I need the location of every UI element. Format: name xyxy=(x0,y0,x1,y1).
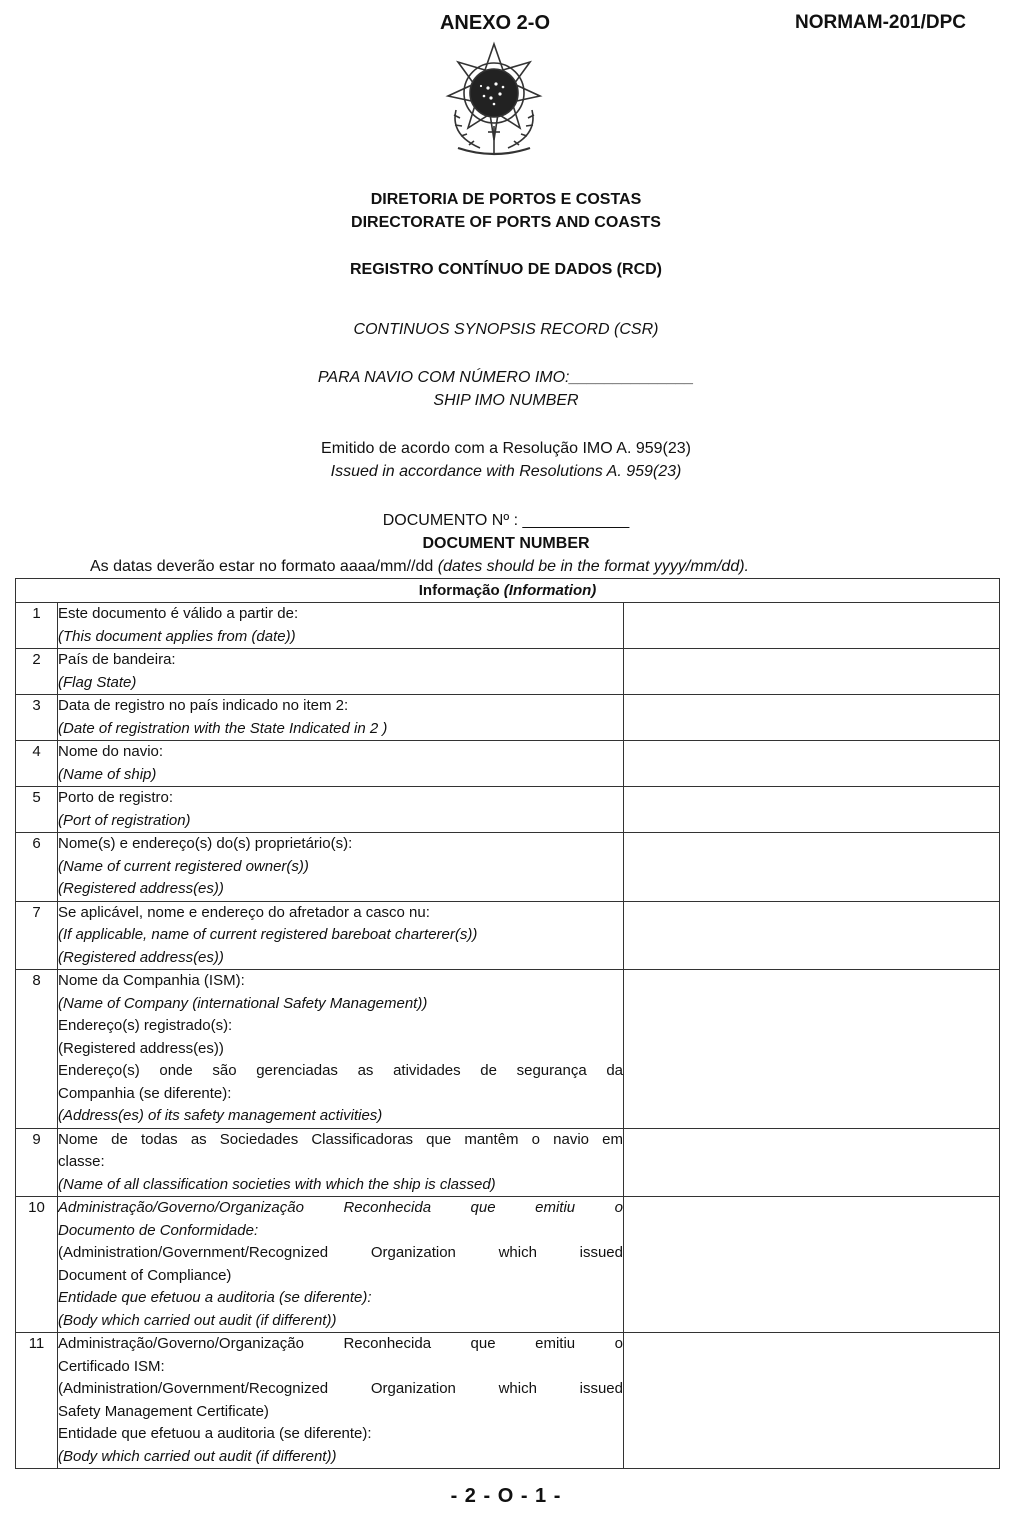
row-value-field[interactable] xyxy=(624,787,1000,833)
row-number: 1 xyxy=(16,603,58,649)
row-value-field[interactable] xyxy=(624,603,1000,649)
date-format-note-en: (dates should be in the format yyyy/mm/dd). xyxy=(437,558,749,575)
row-description xyxy=(58,970,624,1129)
row-description xyxy=(58,649,624,695)
row-description xyxy=(58,1333,624,1469)
row-value-field[interactable] xyxy=(624,649,1000,695)
row-description-line: (Flag State) xyxy=(58,673,137,691)
issued-block xyxy=(0,437,1012,483)
row-description-line: Document of Compliance) xyxy=(58,1266,232,1284)
row-value-field[interactable] xyxy=(624,1197,1000,1333)
row-description-line: Endereço(s) onde são gerenciadas as atividades de segurança da xyxy=(58,1062,623,1079)
row-description-line: (Registered address(es)) xyxy=(58,948,224,966)
table-row xyxy=(16,787,1000,833)
row-description xyxy=(58,603,624,649)
issued-label-pt: Emitido de acordo com a Resolução IMO A. 959(23) xyxy=(321,440,691,457)
document-number-label-en: DOCUMENT NUMBER xyxy=(422,535,590,552)
row-description-line: Entidade que efetuou a auditoria (se diferente): xyxy=(58,1289,372,1306)
row-description xyxy=(58,1197,624,1333)
row-description-line: Administração/Governo/Organização Reconhecida que emitiu o xyxy=(58,1199,623,1216)
row-number: 2 xyxy=(16,649,58,695)
row-description xyxy=(58,787,624,833)
row-number: 5 xyxy=(16,787,58,833)
date-format-note xyxy=(90,556,749,578)
row-description xyxy=(58,833,624,902)
table-row xyxy=(16,1197,1000,1333)
row-description xyxy=(58,901,624,970)
row-number: 4 xyxy=(16,741,58,787)
information-table xyxy=(15,578,1000,1469)
table-row xyxy=(16,1128,1000,1197)
row-description-line: Endereço(s) registrado(s): xyxy=(58,1017,233,1034)
row-description-line: (Name of all classification societies with which the ship is classed) xyxy=(58,1175,496,1193)
imo-number-label-pt: PARA NAVIO COM NÚMERO IMO:______________ xyxy=(317,369,695,386)
row-description-line: (Administration/Government/Recognized Organization which issued xyxy=(58,1380,623,1397)
row-number: 3 xyxy=(16,695,58,741)
row-value-field[interactable] xyxy=(624,901,1000,970)
row-description-line: classe: xyxy=(58,1153,105,1170)
organization-heading xyxy=(0,188,1012,234)
row-description-line: Nome do navio: xyxy=(58,743,164,760)
imo-number-block xyxy=(0,366,1012,412)
annex-title: ANEXO 2-O xyxy=(439,12,551,34)
information-header-pt: Informação xyxy=(418,582,504,599)
row-description-line: (Name of current registered owner(s)) xyxy=(58,857,309,875)
row-description-line: Entidade que efetuou a auditoria (se diferente): xyxy=(58,1425,372,1442)
row-description-line: (Registered address(es)) xyxy=(58,880,224,897)
issued-label-en: Issued in accordance with Resolutions A. 959(23) xyxy=(330,463,682,480)
row-number: 11 xyxy=(16,1333,58,1469)
row-description-line: (Body which carried out audit (if different)) xyxy=(58,1311,337,1329)
row-description-line: País de bandeira: xyxy=(58,651,176,668)
row-description-line: (If applicable, name of current registered bareboat charterer(s)) xyxy=(58,926,478,943)
row-description-line: Safety Management Certificate) xyxy=(58,1402,269,1420)
brazil-coat-of-arms-icon xyxy=(436,40,552,158)
document-title-pt: REGISTRO CONTÍNUO DE DADOS (RCD) xyxy=(350,261,662,278)
row-description-line: (Body which carried out audit (if different)) xyxy=(58,1447,337,1465)
row-number: 7 xyxy=(16,901,58,970)
row-value-field[interactable] xyxy=(624,1333,1000,1469)
row-description-line: Nome da Companhia (ISM): xyxy=(58,972,245,989)
org-line-pt: DIRETORIA DE PORTOS E COSTAS xyxy=(370,191,642,208)
row-description-line: Administração/Governo/Organização Reconhecida que emitiu o xyxy=(58,1335,623,1352)
document-title-en: CONTINUOS SYNOPSIS RECORD (CSR) xyxy=(353,321,659,338)
information-header-en: (Information) xyxy=(503,582,597,599)
row-number: 10 xyxy=(16,1197,58,1333)
page-number: - 2 - O - 1 - xyxy=(450,1485,562,1507)
row-description-line: (This document applies from (date)) xyxy=(58,627,296,645)
row-value-field[interactable] xyxy=(624,741,1000,787)
row-description-line: (Name of ship) xyxy=(58,765,157,783)
row-description-line: (Address(es) of its safety management activities) xyxy=(58,1107,383,1124)
row-description-line: Este documento é válido a partir de: xyxy=(58,605,299,622)
row-value-field[interactable] xyxy=(624,1128,1000,1197)
row-description-line: (Administration/Government/Recognized Organization which issued xyxy=(58,1244,623,1261)
document-number-label-pt: DOCUMENTO Nº : ____________ xyxy=(382,512,630,529)
row-description xyxy=(58,741,624,787)
norm-code: NORMAM-201/DPC xyxy=(794,12,966,33)
information-table-header xyxy=(16,579,1000,603)
row-description xyxy=(58,695,624,741)
row-number: 8 xyxy=(16,970,58,1129)
document-number-block xyxy=(0,509,1012,555)
table-row xyxy=(16,970,1000,1129)
table-row xyxy=(16,649,1000,695)
table-row xyxy=(16,833,1000,902)
row-description-line: Se aplicável, nome e endereço do afretador a casco nu: xyxy=(58,903,430,921)
row-description-line: (Name of Company (international Safety Management)) xyxy=(58,994,428,1012)
row-description-line: (Port of registration) xyxy=(58,811,191,829)
org-line-en: DIRECTORATE OF PORTS AND COASTS xyxy=(351,214,661,231)
row-description-line: Documento de Conformidade: xyxy=(58,1221,259,1239)
table-row xyxy=(16,695,1000,741)
row-description-line: (Date of registration with the State Indicated in 2 ) xyxy=(58,719,388,737)
row-description xyxy=(58,1128,624,1197)
table-row xyxy=(16,1333,1000,1469)
row-value-field[interactable] xyxy=(624,970,1000,1129)
row-description-line: Porto de registro: xyxy=(58,789,174,806)
table-row xyxy=(16,901,1000,970)
row-value-field[interactable] xyxy=(624,833,1000,902)
row-number: 6 xyxy=(16,833,58,902)
row-value-field[interactable] xyxy=(624,695,1000,741)
row-number: 9 xyxy=(16,1128,58,1197)
row-description-line: Certificado ISM: xyxy=(58,1357,165,1375)
row-description-line: Data de registro no país indicado no item 2: xyxy=(58,697,349,714)
row-description-line: (Registered address(es)) xyxy=(58,1039,224,1057)
row-description-line: Nome(s) e endereço(s) do(s) proprietário(s): xyxy=(58,835,353,852)
row-description-line: Nome de todas as Sociedades Classificadoras que mantêm o navio em xyxy=(58,1130,623,1148)
date-format-note-pt: As datas deverão estar no formato aaaa/mm//dd xyxy=(90,558,438,575)
table-row xyxy=(16,741,1000,787)
imo-number-label-en: SHIP IMO NUMBER xyxy=(433,392,579,409)
table-row xyxy=(16,603,1000,649)
row-description-line: Companhia (se diferente): xyxy=(58,1084,232,1102)
